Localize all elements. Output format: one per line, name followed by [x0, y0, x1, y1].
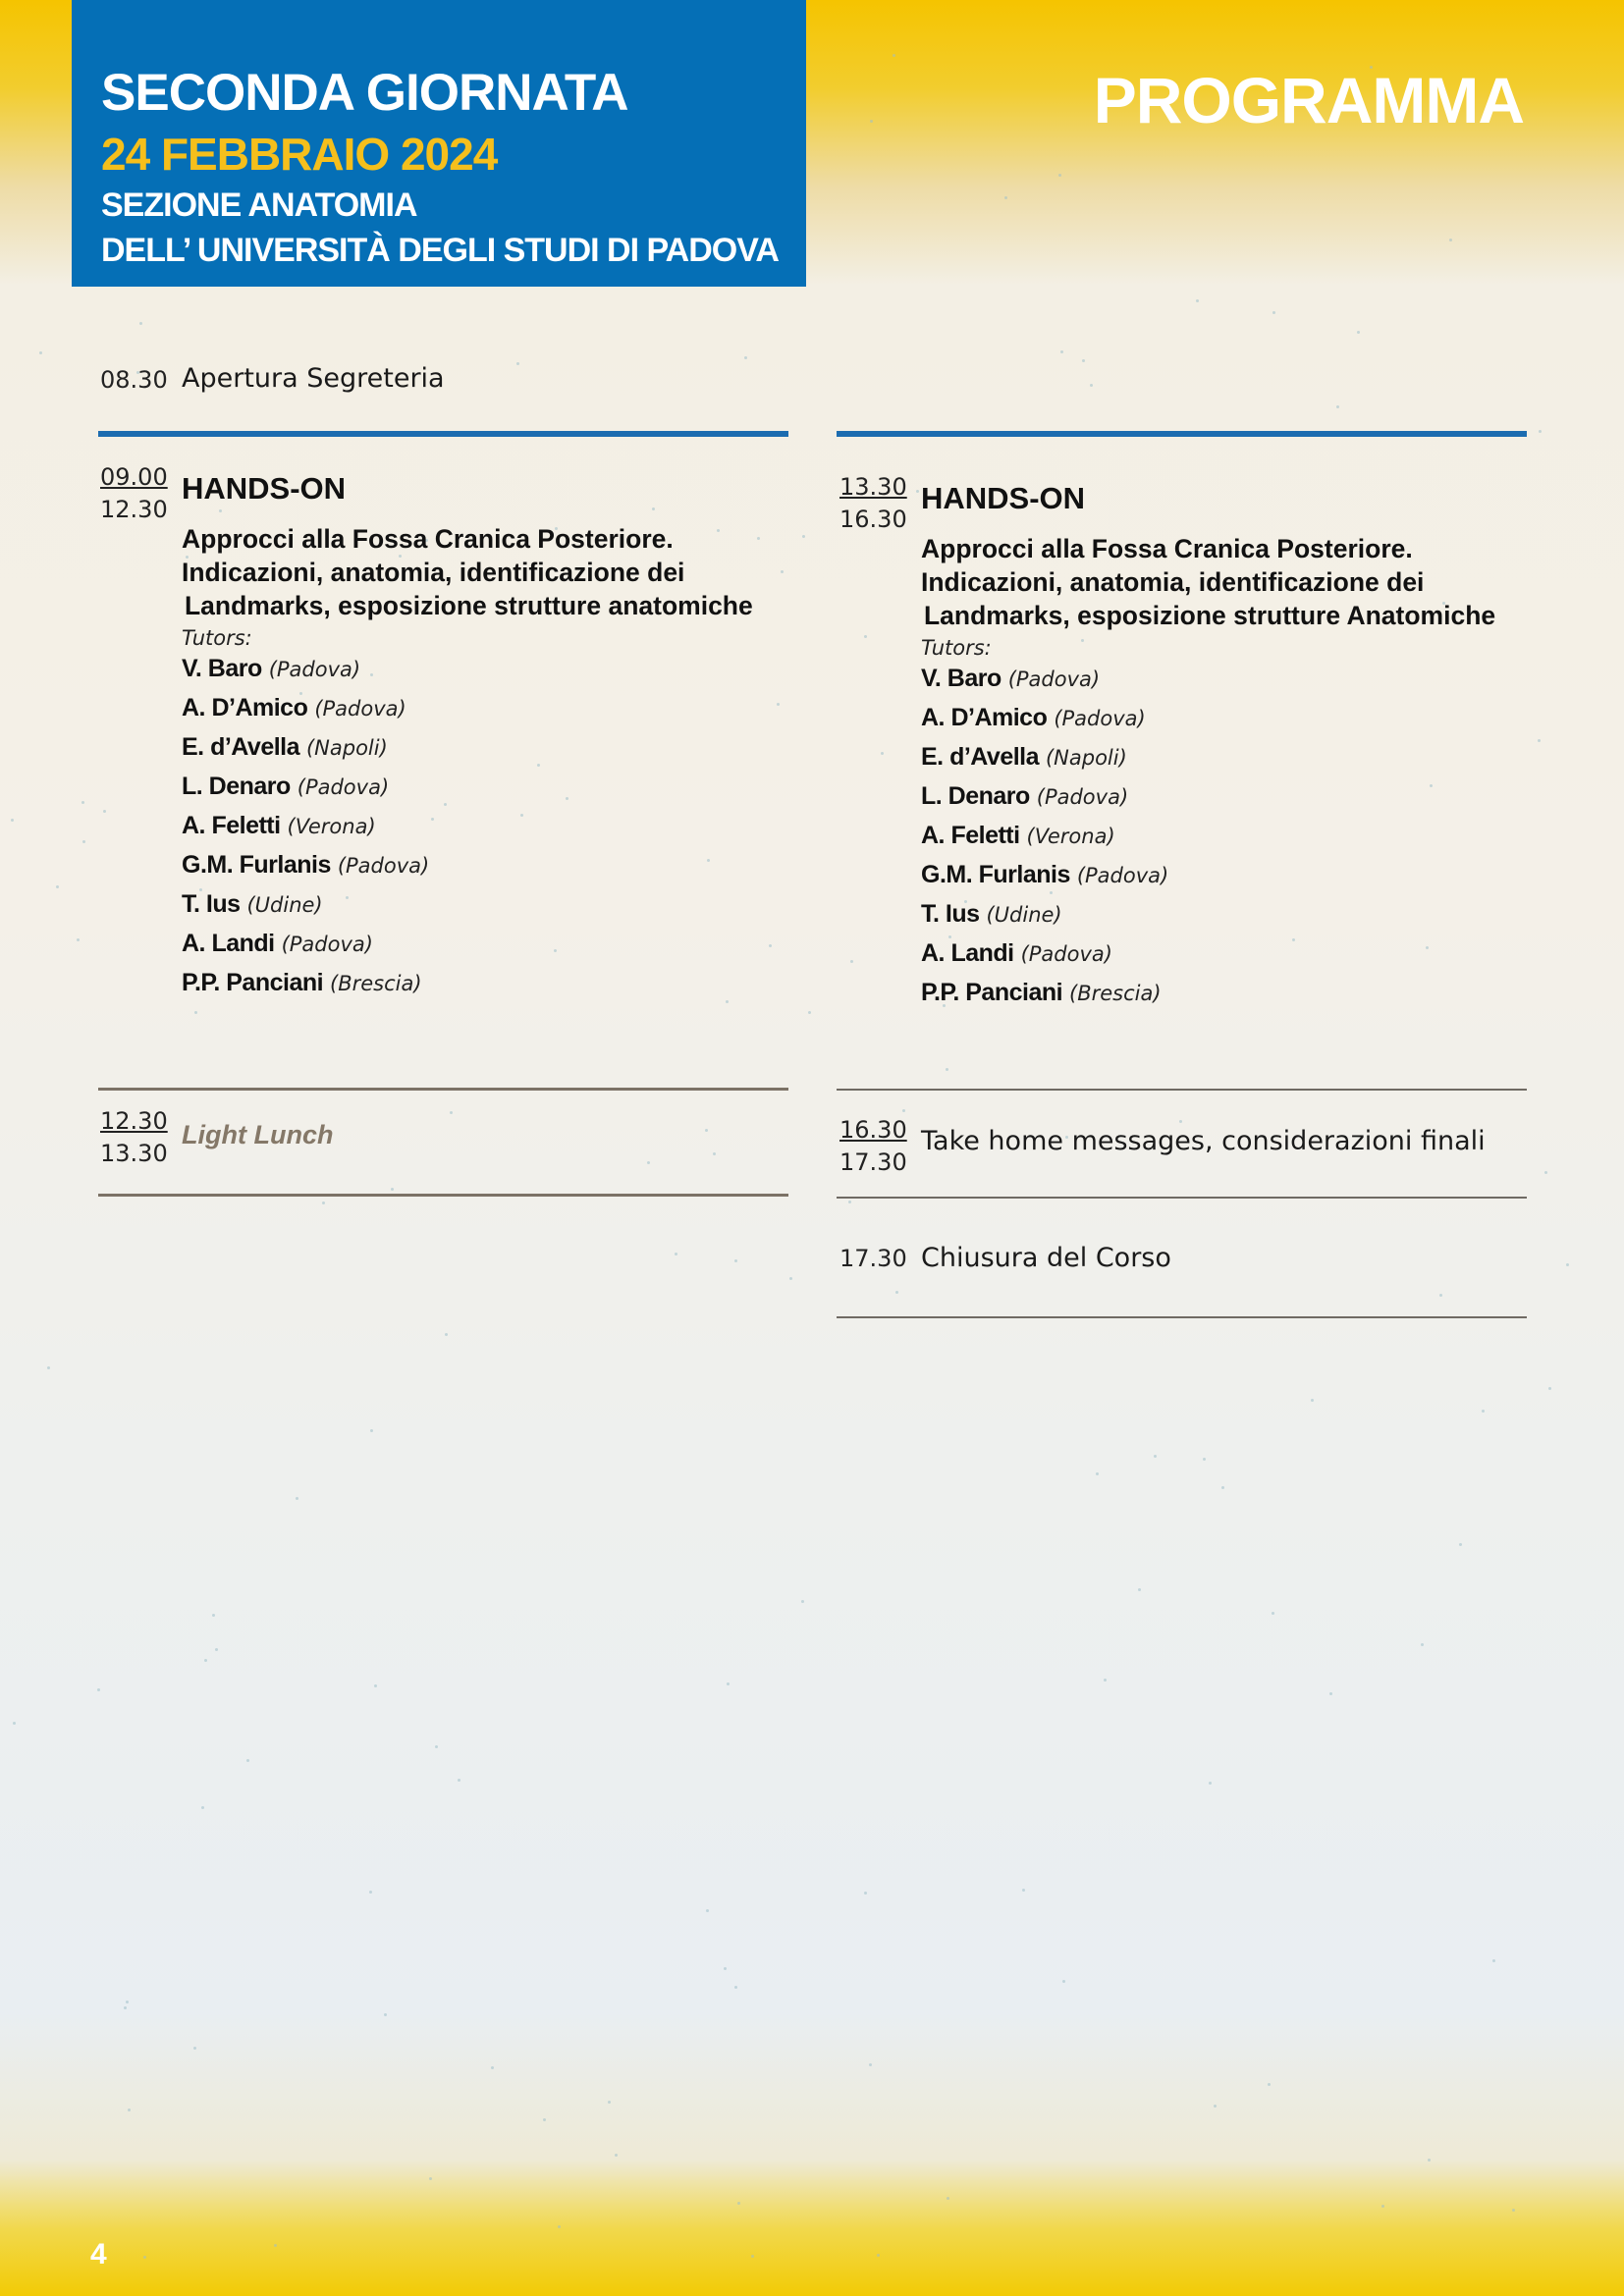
background-speck — [1449, 239, 1452, 241]
background-speck — [675, 1253, 677, 1255]
opening-text: Apertura Segreteria — [182, 363, 445, 394]
right-session-topic — [921, 532, 1495, 632]
background-speck — [881, 752, 884, 755]
tutor-name: E. d’Avella — [182, 733, 300, 761]
background-speck — [947, 2197, 949, 2200]
background-speck — [201, 1806, 204, 1809]
day-title: SECONDA GIORNATA — [101, 64, 628, 122]
lunch-times — [100, 1105, 168, 1170]
background-speck — [946, 1068, 948, 1071]
background-speck — [724, 1967, 727, 1970]
background-speck — [706, 1909, 709, 1912]
background-speck — [558, 2225, 561, 2228]
background-speck — [1179, 1120, 1182, 1123]
background-speck — [1062, 1980, 1065, 1983]
background-speck — [1439, 1294, 1442, 1297]
take-home-end: 17.30 — [839, 1148, 907, 1176]
background-speck — [789, 1277, 792, 1280]
right-session-end: 16.30 — [839, 506, 907, 533]
background-speck — [1544, 1171, 1547, 1174]
left-session — [182, 471, 753, 1003]
background-speck — [384, 2013, 387, 2016]
background-speck — [1336, 405, 1339, 408]
tutor-name: A. D’Amico — [182, 694, 308, 721]
tutor-name: P.P. Panciani — [921, 979, 1063, 1006]
tutor-item — [921, 699, 1495, 738]
background-speck — [391, 1188, 394, 1191]
background-speck — [1154, 1455, 1157, 1458]
background-speck — [1548, 1387, 1551, 1390]
background-speck — [1096, 1472, 1099, 1475]
tutor-name: A. Landi — [921, 939, 1014, 967]
background-speck — [1357, 331, 1360, 334]
tutor-item — [182, 885, 753, 925]
background-speck — [139, 322, 142, 325]
background-speck — [1421, 1643, 1424, 1646]
tutor-city: (Padova) — [1036, 785, 1129, 809]
background-speck — [435, 1745, 438, 1748]
right-tutors-label: Tutors: — [921, 636, 992, 660]
background-speck — [11, 819, 14, 822]
background-speck — [450, 1111, 453, 1114]
take-home-bottom-rule — [837, 1197, 1527, 1199]
background-speck — [128, 2109, 131, 2111]
background-speck — [1268, 2083, 1271, 2086]
take-home-start: 16.30 — [839, 1116, 907, 1144]
tutor-name: V. Baro — [921, 665, 1001, 692]
page-number: 4 — [90, 2238, 107, 2270]
background-speck — [1214, 2105, 1217, 2108]
background-speck — [869, 2063, 872, 2066]
background-speck — [1539, 430, 1542, 433]
background-speck — [1492, 1959, 1495, 1962]
tutor-name: V. Baro — [182, 655, 262, 682]
closing-time: 17.30 — [839, 1245, 907, 1272]
tutor-name: G.M. Furlanis — [182, 851, 331, 879]
background-speck — [734, 1259, 737, 1262]
tutor-item — [921, 895, 1495, 934]
left-topic-line-3: Landmarks, esposizione strutture anatomiche — [185, 591, 753, 620]
background-speck — [916, 490, 919, 493]
closing-text: Chiusura del Corso — [921, 1243, 1171, 1273]
background-speck — [864, 1892, 867, 1895]
background-speck — [1004, 196, 1007, 199]
background-speck — [647, 1161, 650, 1164]
tutor-item — [182, 807, 753, 846]
background-speck — [543, 2118, 546, 2121]
background-speck — [781, 570, 784, 573]
background-speck — [369, 1891, 372, 1894]
tutor-city: (Verona) — [287, 815, 376, 838]
background-speck — [143, 2256, 146, 2259]
take-home-top-rule — [837, 1089, 1527, 1091]
tutor-item — [182, 650, 753, 689]
venue-line-1: SEZIONE ANATOMIA — [101, 187, 417, 224]
background-speck — [193, 2047, 196, 2050]
background-speck — [296, 1497, 298, 1500]
tutor-city: (Padova) — [1076, 864, 1169, 887]
background-speck — [322, 1201, 325, 1204]
background-speck — [608, 2101, 611, 2104]
background-speck — [1022, 1889, 1025, 1892]
tutor-name: A. D’Amico — [921, 704, 1048, 731]
background-speck — [802, 535, 805, 538]
left-session-times — [100, 461, 168, 526]
right-session-title: HANDS-ON — [921, 481, 1086, 515]
background-speck — [1221, 1486, 1224, 1489]
background-speck — [103, 810, 106, 813]
background-speck — [1566, 1263, 1569, 1266]
background-speck — [737, 2202, 740, 2205]
background-speck — [1138, 1588, 1141, 1591]
tutor-city: (Padova) — [337, 854, 430, 878]
background-speck — [801, 1600, 804, 1603]
background-speck — [82, 840, 85, 843]
take-home-text: Take home messages, considerazioni finali — [921, 1126, 1486, 1156]
left-session-title: HANDS-ON — [182, 471, 347, 506]
left-topic-line-2: Indicazioni, anatomia, identificazione dei — [182, 558, 685, 587]
divider-left — [98, 431, 788, 437]
background-speck — [877, 2254, 880, 2257]
background-speck — [126, 2001, 129, 2003]
background-speck — [1196, 299, 1199, 302]
background-speck — [705, 1129, 708, 1132]
opening-time: 08.30 — [100, 366, 168, 394]
tutor-city: (Padova) — [268, 658, 361, 681]
background-speck — [458, 1779, 460, 1782]
tutor-item — [921, 777, 1495, 817]
left-session-start: 09.00 — [100, 463, 168, 491]
right-topic-line-3: Landmarks, esposizione strutture Anatomiche — [924, 601, 1496, 630]
background-speck — [445, 1333, 448, 1336]
tutor-city: (Padova) — [1054, 707, 1146, 730]
tutor-item — [182, 964, 753, 1003]
background-speck — [97, 1688, 100, 1691]
background-speck — [1311, 1399, 1314, 1402]
background-speck — [374, 1684, 377, 1687]
background-speck — [47, 1366, 50, 1369]
background-speck — [727, 1682, 730, 1685]
background-speck — [274, 2244, 277, 2247]
background-speck — [757, 537, 760, 540]
background-speck — [429, 2177, 432, 2180]
background-speck — [1329, 1692, 1332, 1695]
tutor-item — [921, 974, 1495, 1013]
tutor-name: T. Ius — [921, 900, 980, 928]
background-speck — [848, 1201, 851, 1203]
background-speck — [769, 944, 772, 947]
background-speck — [1381, 2205, 1384, 2208]
section-label: PROGRAMMA — [1093, 64, 1524, 136]
background-speck — [1428, 2159, 1431, 2162]
right-topic-line-2: Indicazioni, anatomia, identificazione dei — [921, 567, 1425, 597]
tutor-name: A. Feletti — [182, 812, 281, 839]
divider-right — [837, 431, 1527, 437]
tutor-item — [921, 817, 1495, 856]
tutor-name: L. Denaro — [182, 773, 291, 800]
tutor-item — [182, 768, 753, 807]
lunch-top-rule — [98, 1088, 788, 1091]
background-speck — [1058, 174, 1061, 177]
right-session-times — [839, 471, 907, 536]
tutor-name: A. Feletti — [921, 822, 1020, 849]
background-speck — [850, 960, 853, 963]
background-speck — [194, 1011, 197, 1014]
background-speck — [902, 1109, 905, 1112]
tutor-item — [921, 934, 1495, 974]
right-topic-line-1: Approcci alla Fossa Cranica Posteriore. — [921, 534, 1413, 563]
background-speck — [713, 1152, 716, 1155]
background-speck — [77, 938, 80, 941]
background-speck — [1090, 384, 1093, 387]
take-home-times — [839, 1114, 907, 1179]
background-speck — [1272, 1612, 1274, 1615]
background-speck — [1209, 1782, 1212, 1785]
tutor-name: G.M. Furlanis — [921, 861, 1070, 888]
background-speck — [744, 356, 747, 359]
background-speck — [1272, 311, 1275, 314]
tutor-item — [921, 856, 1495, 895]
lunch-bottom-rule — [98, 1194, 788, 1197]
background-speck — [1082, 359, 1085, 362]
event-date: 24 FEBBRAIO 2024 — [101, 129, 498, 180]
tutor-name: L. Denaro — [921, 782, 1030, 810]
background-speck — [124, 2006, 127, 2009]
background-speck — [1538, 739, 1541, 742]
lunch-end: 13.30 — [100, 1140, 168, 1167]
tutor-city: (Udine) — [986, 903, 1062, 927]
background-speck — [215, 1648, 218, 1651]
tutor-item — [182, 846, 753, 885]
venue-line-2: DELL’ UNIVERSITÀ DEGLI STUDI DI PADOVA — [101, 232, 779, 269]
tutor-city: (Napoli) — [1045, 746, 1127, 770]
tutor-name: A. Landi — [182, 930, 275, 957]
background-speck — [204, 1659, 207, 1662]
tutor-item — [182, 925, 753, 964]
background-speck — [56, 885, 59, 888]
left-session-topic — [182, 522, 753, 622]
closing-rule — [837, 1316, 1527, 1318]
background-speck — [1203, 1458, 1206, 1461]
left-tutors-list — [182, 650, 753, 1003]
tutor-name: P.P. Panciani — [182, 969, 324, 996]
background-speck — [751, 2255, 754, 2258]
tutor-city: (Padova) — [281, 933, 373, 956]
background-speck — [864, 635, 867, 638]
background-speck — [615, 2154, 618, 2157]
header-banner — [72, 0, 806, 287]
tutor-city: (Brescia) — [1069, 982, 1162, 1005]
background-speck — [1512, 2209, 1515, 2212]
background-speck — [895, 1291, 898, 1294]
background-speck — [808, 1011, 811, 1014]
background-speck — [212, 1614, 215, 1617]
background-speck — [81, 801, 84, 804]
right-session-start: 13.30 — [839, 473, 907, 501]
left-session-end: 12.30 — [100, 496, 168, 523]
lunch-start: 12.30 — [100, 1107, 168, 1135]
tutor-city: (Padova) — [297, 775, 390, 799]
tutor-name: T. Ius — [182, 890, 241, 918]
background-speck — [893, 54, 895, 57]
tutor-item — [921, 660, 1495, 699]
tutor-item — [182, 689, 753, 728]
lunch-text: Light Lunch — [182, 1120, 334, 1149]
background-speck — [1060, 350, 1063, 353]
background-speck — [1459, 1543, 1462, 1546]
tutor-city: (Napoli) — [305, 736, 388, 760]
tutor-city: (Padova) — [1020, 942, 1112, 966]
background-speck — [39, 351, 42, 354]
tutor-city: (Padova) — [1007, 667, 1101, 691]
background-speck — [246, 1759, 249, 1762]
tutor-city: (Padova) — [314, 697, 406, 721]
background-speck — [1482, 1410, 1485, 1413]
tutor-city: (Brescia) — [330, 972, 422, 995]
background-speck — [777, 703, 780, 706]
background-speck — [734, 1986, 737, 1989]
tutor-item — [182, 728, 753, 768]
right-tutors-list — [921, 660, 1495, 1013]
tutor-name: E. d’Avella — [921, 743, 1040, 771]
left-topic-line-1: Approcci alla Fossa Cranica Posteriore. — [182, 524, 674, 554]
background-speck — [870, 120, 873, 123]
tutor-item — [921, 738, 1495, 777]
background-speck — [13, 1722, 16, 1725]
right-session — [921, 481, 1495, 1013]
background-speck — [370, 1429, 373, 1432]
background-speck — [491, 2066, 494, 2069]
background-speck — [1104, 1679, 1107, 1682]
background-speck — [516, 362, 519, 365]
tutor-city: (Verona) — [1026, 825, 1115, 848]
left-tutors-label: Tutors: — [182, 626, 252, 650]
tutor-city: (Udine) — [246, 893, 323, 917]
